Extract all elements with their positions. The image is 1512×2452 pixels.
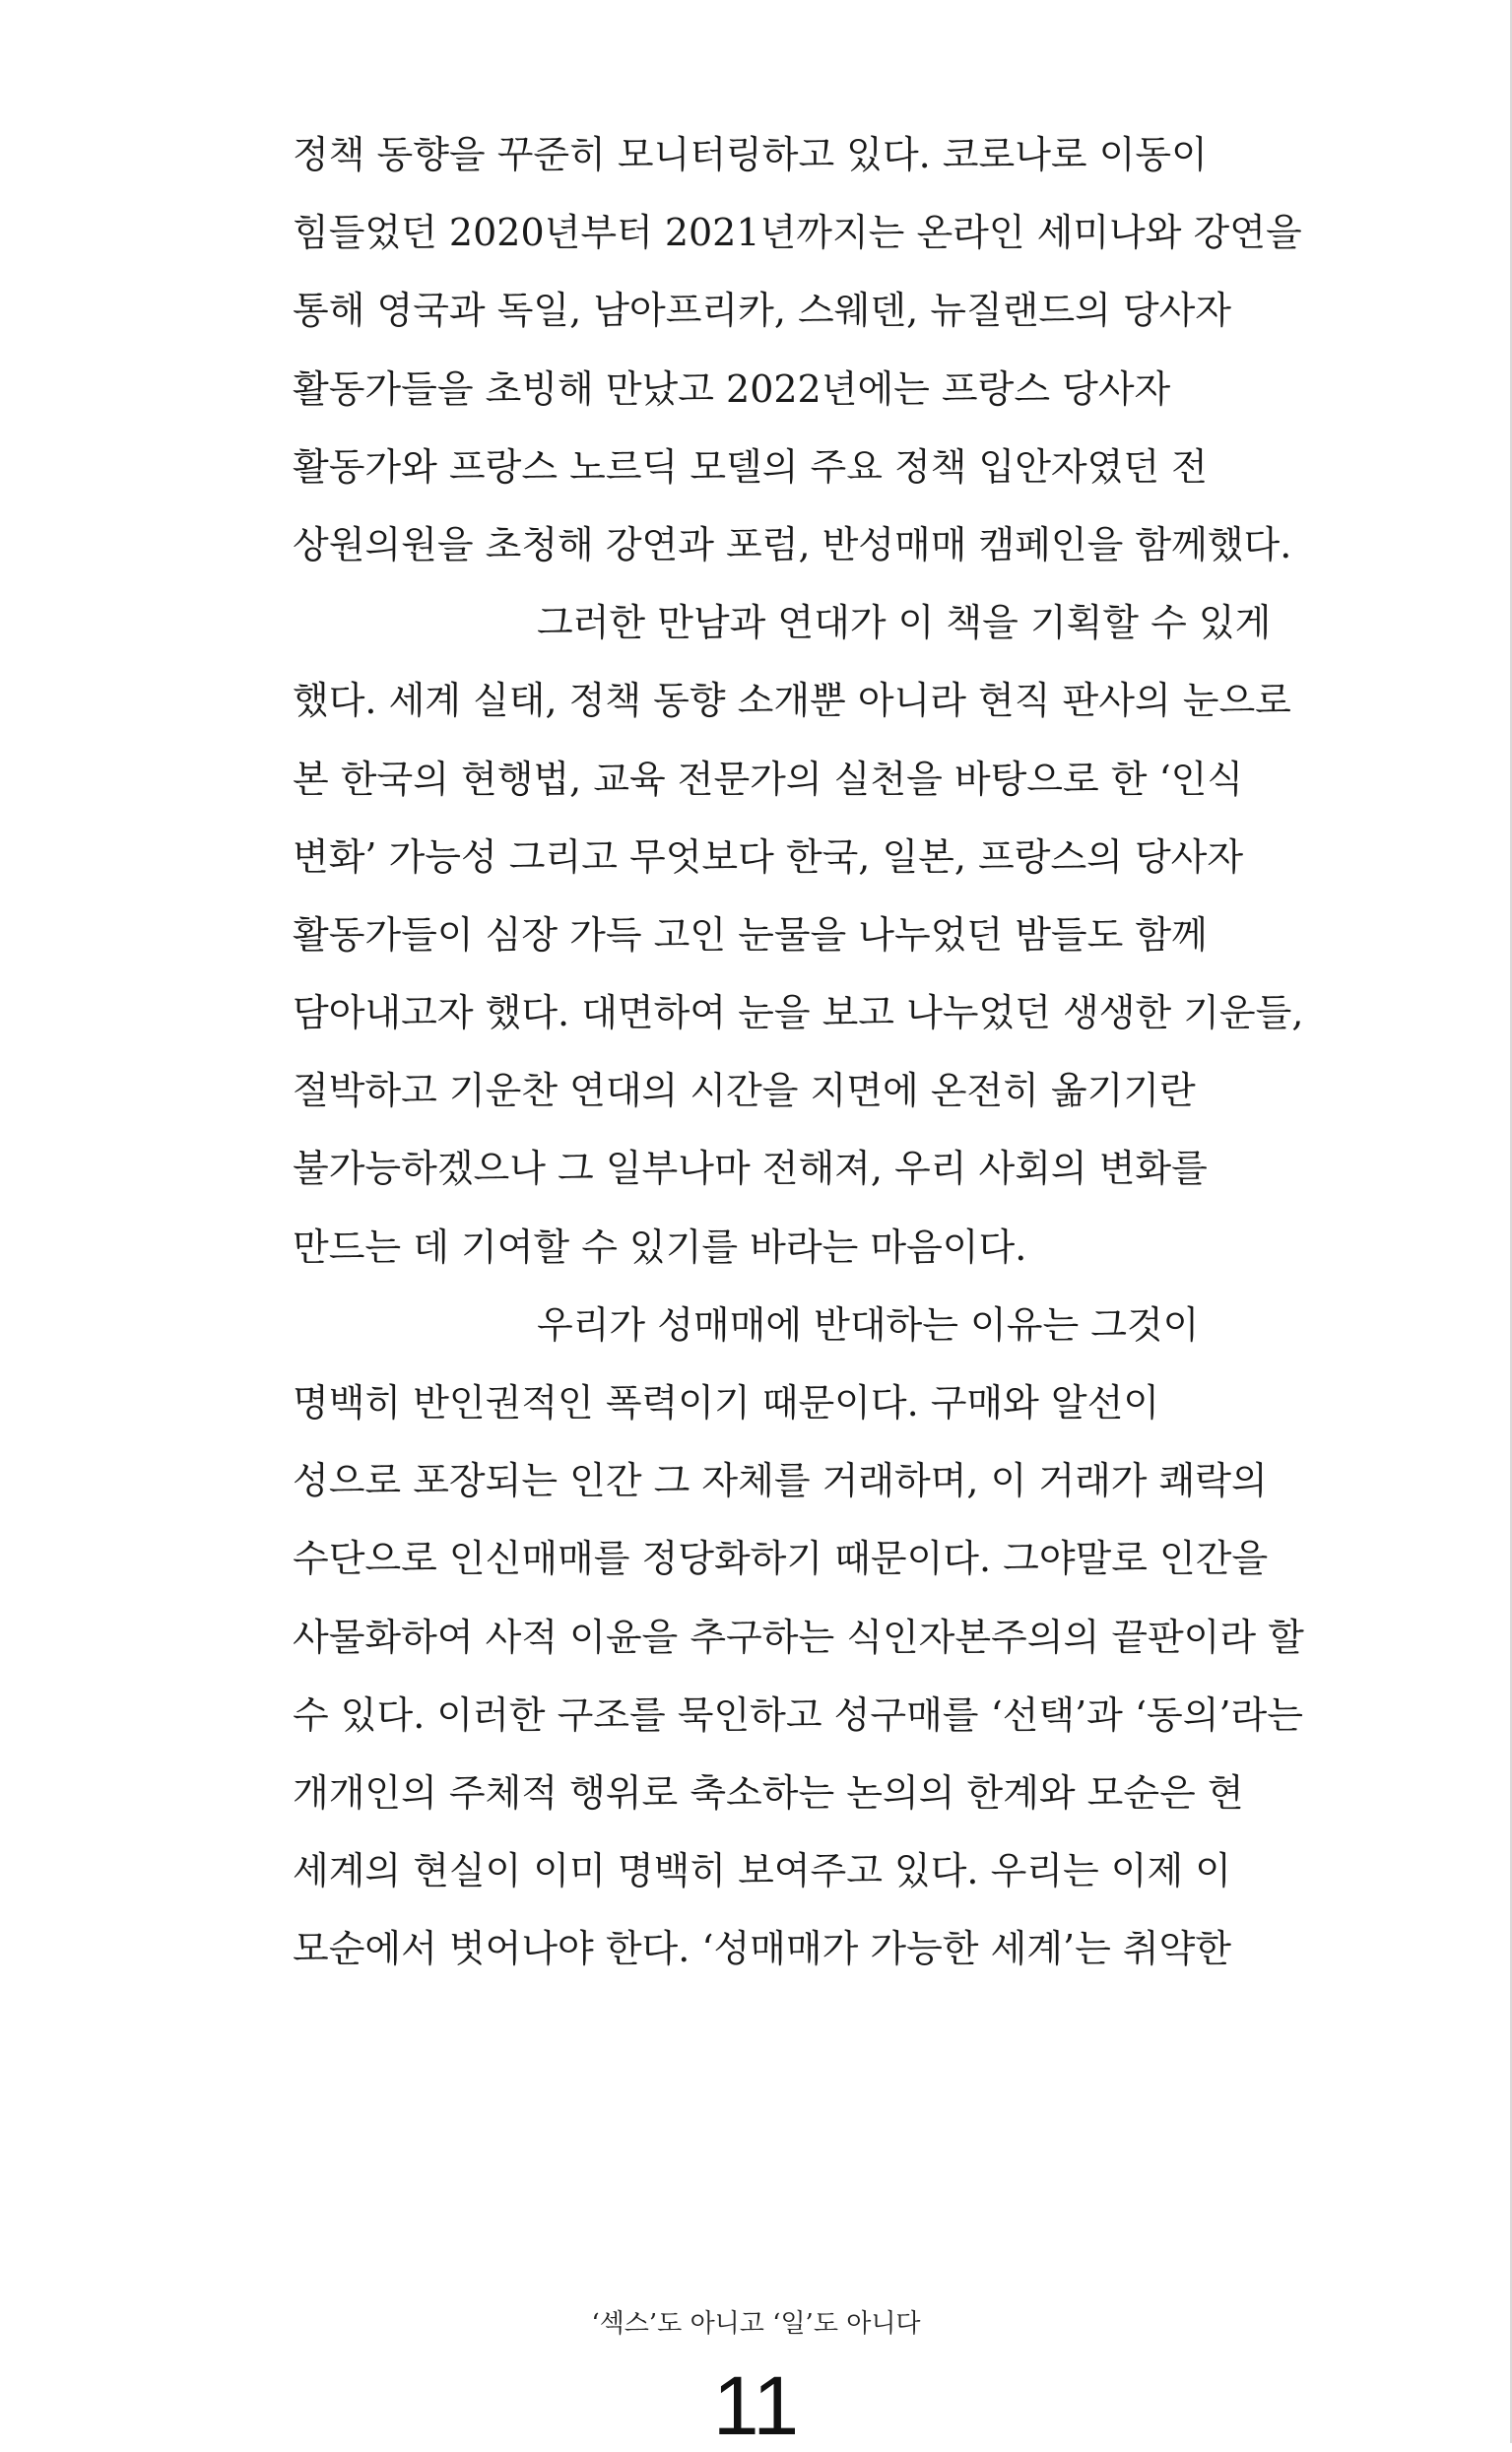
text-line: 우리가 성매매에 반대하는 이유는 그것이	[537, 1302, 1200, 1347]
text-line: 만드는 데 기여할 수 있기를 바라는 마음이다.	[293, 1225, 1027, 1269]
text-line: 변화’ 가능성 그리고 무엇보다 한국, 일본, 프랑스의 당사자	[293, 834, 1244, 879]
text-line: 개개인의 주체적 행위로 축소하는 논의의 한계와 모순은 현	[293, 1770, 1244, 1815]
text-line: 수단으로 인신매매를 정당화하기 때문이다. 그야말로 인간을	[293, 1537, 1269, 1581]
text-line: 활동가들이 심장 가득 고인 눈물을 나누었던 밤들도 함께	[293, 912, 1208, 957]
text-line: 모순에서 벗어나야 한다. ‘성매매가 가능한 세계’는 취약한	[293, 1927, 1231, 1971]
text-line: 담아내고자 했다. 대면하여 눈을 보고 나누었던 생생한 기운들,	[293, 991, 1304, 1035]
body-text	[293, 116, 1415, 1989]
text-line: 그러한 만남과 연대가 이 책을 기획할 수 있게	[537, 601, 1272, 645]
text-line: 명백히 반인권적인 폭력이기 때문이다. 구매와 알선이	[293, 1381, 1160, 1425]
text-line: 사물화하여 사적 이윤을 추구하는 식인자본주의의 끝판이라 할	[293, 1615, 1304, 1659]
running-title: ‘섹스’도 아니고 ‘일’도 아니다	[591, 2309, 921, 2339]
text-line: 불가능하겠으나 그 일부나마 전해져, 우리 사회의 변화를	[293, 1147, 1208, 1191]
text-line: 세계의 현실이 이미 명백히 보여주고 있다. 우리는 이제 이	[293, 1849, 1231, 1893]
text-line: 절박하고 기운찬 연대의 시간을 지면에 온전히 옮기기란	[293, 1069, 1196, 1113]
text-line: 힘들었던 2020년부터 2021년까지는 온라인 세미나와 강연을	[293, 211, 1302, 255]
text-line: 수 있다. 이러한 구조를 묵인하고 성구매를 ‘선택’과 ‘동의’라는	[293, 1692, 1303, 1737]
text-line: 활동가와 프랑스 노르딕 모델의 주요 정책 입안자였던 전	[293, 444, 1208, 489]
text-line: 통해 영국과 독일, 남아프리카, 스웨덴, 뉴질랜드의 당사자	[293, 289, 1231, 333]
page-number: 11	[712, 2359, 800, 2452]
text-line: 정책 동향을 꾸준히 모니터링하고 있다. 코로나로 이동이	[293, 133, 1208, 176]
text-line: 했다. 세계 실태, 정책 동향 소개뿐 아니라 현직 판사의 눈으로	[293, 679, 1291, 723]
text-line: 성으로 포장되는 인간 그 자체를 거래하며, 이 거래가 쾌락의	[293, 1459, 1268, 1503]
text-line: 본 한국의 현행법, 교육 전문가의 실천을 바탕으로 한 ‘인식	[293, 757, 1244, 801]
text-line: 활동가들을 초빙해 만났고 2022년에는 프랑스 당사자	[293, 366, 1171, 411]
text-line: 상원의원을 초청해 강연과 포럼, 반성매매 캠페인을 함께했다.	[293, 522, 1292, 566]
